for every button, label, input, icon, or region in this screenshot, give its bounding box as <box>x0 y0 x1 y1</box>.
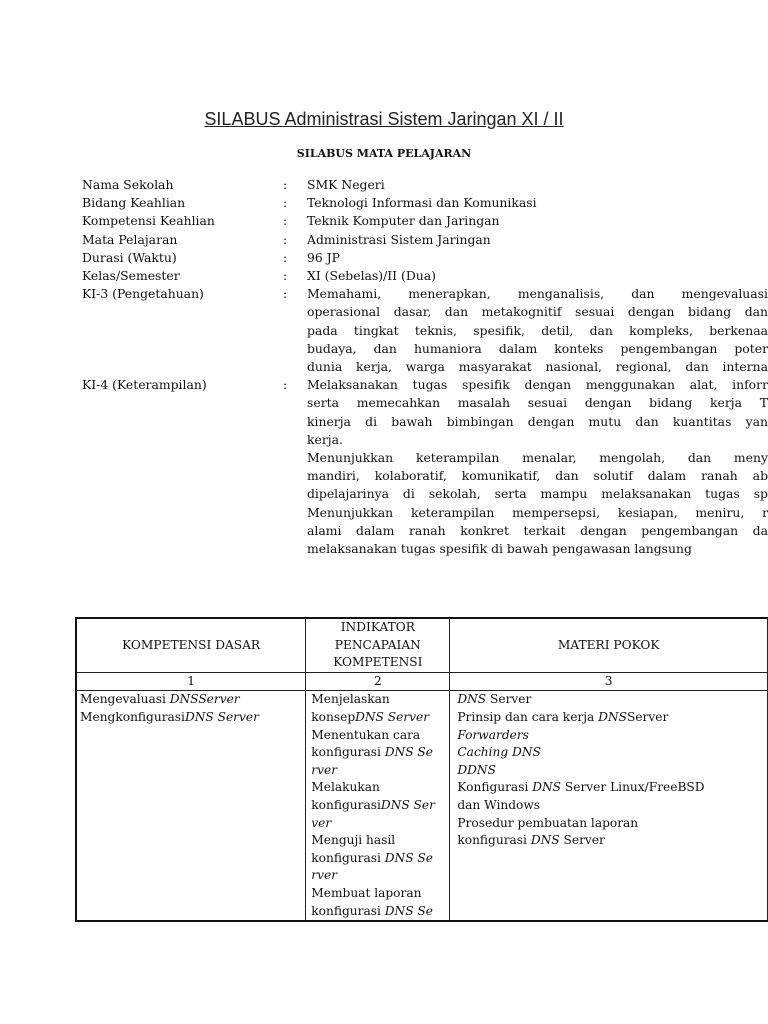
materi-term: Caching DNS <box>457 745 541 760</box>
info-colon: : <box>283 195 288 211</box>
info-row-ki4 <box>82 376 768 558</box>
indikator-text: Melakukan <box>311 780 380 795</box>
header-indikator <box>306 618 450 672</box>
indikator-line <box>311 850 445 868</box>
info-value: 96 JP <box>307 249 341 265</box>
materi-line <box>457 832 763 850</box>
materi-text: konfigurasi <box>457 833 531 848</box>
indikator-text: Membuat laporan <box>311 885 422 900</box>
ki4-label: KI-4 (Keterampilan) <box>82 377 207 393</box>
indikator-term: rver <box>311 868 338 883</box>
document-subtitle: SILABUS MATA PELAJARAN <box>296 147 472 160</box>
indikator-cell <box>306 691 450 921</box>
info-colon: : <box>283 377 288 393</box>
indikator-line <box>311 727 445 745</box>
materi-line <box>457 815 763 833</box>
kd-text: Mengevaluasi <box>80 692 170 707</box>
info-colon: : <box>283 177 288 192</box>
indikator-text: konsep <box>311 709 356 724</box>
indikator-text: konfigurasi <box>311 903 385 918</box>
materi-line <box>457 744 763 762</box>
syllabus-table <box>75 617 768 922</box>
identity-section <box>82 176 768 558</box>
materi-text: Server <box>559 833 605 848</box>
indikator-line <box>311 867 445 885</box>
materi-text: Prosedur pembuatan laporan <box>457 815 639 830</box>
info-colon: : <box>283 231 288 247</box>
indikator-text: Menjelaskan <box>311 692 390 707</box>
ki4-line: Melaksanakan tugas spesifik dengan menggunakan alat, inforr <box>307 377 768 393</box>
kd-term: DNSServer <box>169 692 240 707</box>
ki3-line: budaya, dan humaniora dalam konteks pengembangan poter <box>307 340 768 356</box>
header-indikator-line: INDIKATOR <box>340 620 415 634</box>
indikator-text: Menentukan cara <box>311 727 421 742</box>
indikator-line <box>311 815 445 833</box>
info-label: Bidang Keahlian <box>82 195 186 211</box>
column-number: 2 <box>306 672 450 691</box>
materi-text: Server <box>626 709 669 724</box>
kd-line <box>80 709 301 727</box>
materi-term: DDNS <box>457 762 496 777</box>
ki3-text <box>307 285 768 376</box>
header-indikator-line: KOMPETENSI <box>333 655 423 670</box>
indikator-line <box>311 709 445 727</box>
info-label: Kompetensi Keahlian <box>82 213 215 229</box>
indikator-line <box>311 903 445 921</box>
info-row-class <box>82 267 768 285</box>
indikator-line <box>311 832 445 850</box>
materi-line <box>457 779 763 797</box>
ki4-line: mandiri, kolaboratif, komunikatif, dan solutif dalam ranah ab <box>307 468 768 484</box>
info-row-duration <box>82 249 768 267</box>
indikator-line <box>311 691 445 709</box>
ki3-label: KI-3 (Pengetahuan) <box>82 286 204 302</box>
ki3-line: operasional dasar, dan metakognitif sesuai dengan bidang dan <box>307 304 768 320</box>
ki4-line: kinerja di bawah bimbingan dengan mutu dan kuantitas yan <box>307 413 768 429</box>
indikator-term: DNS Se <box>384 745 433 760</box>
ki4-line: kerja. <box>307 431 343 447</box>
ki3-line: pada tingkat teknis, spesifik, detil, dan kompleks, berkenaa <box>307 322 768 338</box>
materi-text: Konfigurasi <box>457 780 533 795</box>
indikator-line <box>311 779 445 797</box>
column-number: 1 <box>76 672 306 691</box>
info-row-school <box>82 176 768 194</box>
info-colon: : <box>283 268 288 284</box>
materi-text: Server Linux/FreeBSD <box>561 780 705 795</box>
materi-text: dan Windows <box>457 797 541 812</box>
materi-term: DNS <box>457 692 487 707</box>
ki4-line: alami dalam ranah konkret terkait dengan pengembangan da <box>307 522 768 538</box>
info-colon: : <box>283 286 288 302</box>
info-value: Teknologi Informasi dan Komunikasi <box>307 195 537 211</box>
info-colon: : <box>283 249 288 265</box>
indikator-line <box>311 744 445 762</box>
info-label: Kelas/Semester <box>82 268 180 284</box>
indikator-term: rver <box>311 762 338 777</box>
header-kompetensi-dasar: KOMPETENSI DASAR <box>76 618 306 672</box>
indikator-line <box>311 885 445 903</box>
indikator-term: DNS Se <box>384 903 433 918</box>
indikator-term: DNS Server <box>355 709 430 724</box>
header-indikator-line: PENCAPAIAN <box>334 637 421 652</box>
ki3-line: Memahami, menerapkan, menganalisis, dan mengevaluasi <box>307 286 768 302</box>
ki4-text <box>307 376 768 558</box>
indikator-text: konfigurasi <box>311 797 381 812</box>
info-value: XI (Sebelas)/II (Dua) <box>307 268 436 284</box>
indikator-term: DNS Se <box>384 850 433 865</box>
ki3-line: dunia kerja, warga masyarakat nasional, regional, dan interna <box>307 359 768 375</box>
ki4-line: serta memecahkan masalah sesuai dengan bidang kerja T <box>307 395 768 411</box>
info-label: Durasi (Waktu) <box>82 249 177 265</box>
info-row-subject <box>82 231 768 249</box>
materi-text: Prinsip dan cara kerja <box>457 709 599 724</box>
materi-line <box>457 762 763 780</box>
indikator-line <box>311 797 445 815</box>
materi-term: DNS <box>530 833 560 848</box>
info-value: Administrasi Sistem Jaringan <box>307 231 491 247</box>
materi-line <box>457 709 763 727</box>
indikator-term: DNS Ser <box>380 797 435 812</box>
indikator-text: konfigurasi <box>311 850 385 865</box>
info-value: Teknik Komputer dan Jaringan <box>307 213 500 229</box>
materi-line <box>457 727 763 745</box>
table-header-row <box>76 618 768 672</box>
materi-line <box>457 797 763 815</box>
kd-term: DNS Server <box>184 709 259 724</box>
header-materi-pokok: MATERI POKOK <box>450 618 768 672</box>
info-row-competency <box>82 212 768 230</box>
table-row <box>76 691 768 921</box>
indikator-term: ver <box>311 815 332 830</box>
info-row-field <box>82 194 768 212</box>
materi-line <box>457 691 763 709</box>
info-label: Mata Pelajaran <box>82 231 178 247</box>
info-colon: : <box>283 213 288 229</box>
document-title: SILABUS Administrasi Sistem Jaringan XI / II <box>204 109 564 129</box>
indikator-text: konfigurasi <box>311 745 385 760</box>
ki4-line: melaksanakan tugas spesifik di bawah pengawasan langsung <box>307 541 692 557</box>
kd-cell <box>76 691 306 921</box>
kd-text: Mengkonfigurasi <box>80 709 185 724</box>
table-number-row <box>76 672 768 691</box>
ki4-line: dipelajarinya di sekolah, serta mampu melaksanakan tugas sp <box>307 486 768 502</box>
ki4-line: Menunjukkan keterampilan mempersepsi, kesiapan, meniru, r <box>307 504 768 520</box>
info-value: SMK Negeri <box>307 177 385 192</box>
kd-line <box>80 691 301 709</box>
indikator-text: Menguji hasil <box>311 833 396 848</box>
ki4-line: Menunjukkan keterampilan menalar, mengolah, dan meny <box>307 450 768 466</box>
indikator-line <box>311 762 445 780</box>
materi-text: Server <box>486 692 532 707</box>
column-number: 3 <box>450 672 768 691</box>
materi-term: DNS <box>598 709 627 724</box>
info-row-ki3 <box>82 285 768 376</box>
materi-term: DNS <box>532 780 562 795</box>
materi-term: Forwarders <box>457 727 529 742</box>
materi-cell <box>450 691 768 921</box>
info-label: Nama Sekolah <box>82 177 174 192</box>
